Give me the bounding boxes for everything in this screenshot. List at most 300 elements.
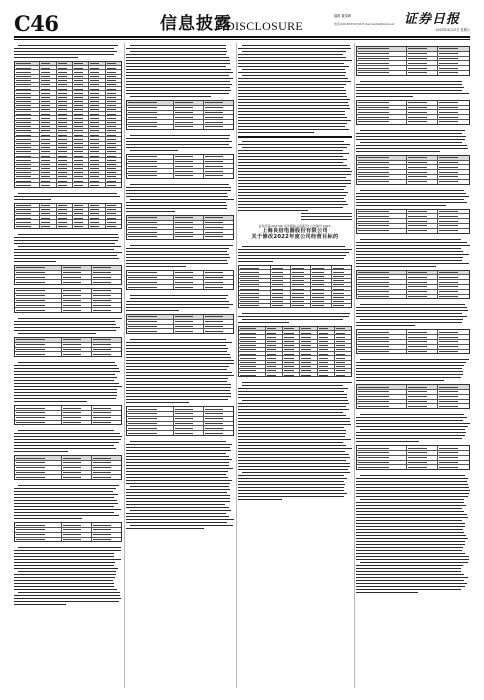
table-cell [332,300,351,303]
table-cell [89,225,105,228]
table-cell [15,100,40,103]
table-cell [57,146,73,149]
table-cell [127,417,174,421]
table-cell [204,106,233,110]
table-cell [318,361,335,364]
table-cell [106,104,121,107]
table-cell [57,179,73,182]
section-title: 信息披露 [160,14,232,34]
table-cell [357,451,407,455]
table-cell [106,220,121,223]
table-cell [15,104,40,107]
table-cell [62,406,92,410]
table-cell [266,356,283,359]
table-cell [92,266,121,270]
table-cell [438,404,469,408]
table-cell [438,175,469,179]
table-cell [357,390,407,394]
table-cell [89,79,105,82]
table-cell [106,216,121,219]
table-row [15,475,121,479]
table-cell [15,289,62,293]
table-cell [266,369,283,372]
table-cell [332,270,351,273]
table-cell [438,170,469,174]
table-cell [271,266,291,269]
table-cell [438,456,469,460]
table-cell [204,101,233,105]
data-table [14,455,122,480]
table-cell [239,335,266,338]
table-cell [407,446,439,450]
table-cell [106,133,121,136]
table-cell [57,175,73,178]
table-cell [92,289,121,293]
table-cell [291,270,311,273]
table-cell [127,125,174,129]
table-cell [438,224,469,228]
table-cell [239,331,266,334]
table-cell [57,125,73,128]
table-row [127,285,233,289]
table-cell [407,52,439,56]
table-cell [407,156,439,160]
table-cell [127,276,174,280]
table-cell [62,338,92,342]
table-cell [106,116,121,119]
table-cell [89,91,105,94]
table-cell [204,412,233,416]
notice-title: 上海良信电器股份有限公司 [262,227,328,234]
table-cell [127,120,174,124]
table-cell [89,112,105,115]
table-cell [15,91,40,94]
table-cell [204,221,233,225]
table-cell [92,456,121,460]
table-cell [174,230,204,234]
table-cell [57,121,73,124]
table-cell [89,66,105,69]
table-cell [40,158,56,161]
text-block [126,43,234,97]
table-cell [438,280,469,284]
table-cell [15,343,62,347]
table-cell [73,62,89,65]
table-row [357,465,469,469]
table-cell [300,327,317,330]
table-cell [204,320,233,324]
table-cell [15,167,40,170]
table-cell [438,290,469,294]
table-cell [15,533,62,537]
table-cell [15,308,62,312]
table-cell [283,369,300,372]
table-cell [106,87,121,90]
table-cell [332,291,351,294]
table-cell [92,528,121,532]
table-cell [239,304,271,307]
table-cell [57,100,73,103]
table-cell [15,275,62,279]
data-table [356,46,470,76]
table-cell [174,315,204,319]
table-cell [239,340,266,343]
table-cell [57,96,73,99]
table-cell [438,446,469,450]
table-cell [174,160,204,164]
table-cell [89,96,105,99]
table-cell [127,225,174,229]
table-cell [357,101,407,105]
table-cell [89,87,105,90]
table-cell [335,340,351,343]
table-cell [57,70,73,73]
table-cell [300,335,317,338]
table-cell [40,225,56,228]
table-cell [40,129,56,132]
table-cell [106,108,121,111]
data-table [14,337,122,357]
table-cell [407,219,439,223]
table-cell [239,352,266,355]
table-cell [438,330,469,334]
table-cell [357,400,407,404]
table-row [357,120,469,124]
table-cell [57,163,73,166]
table-cell [15,216,40,219]
data-table [14,203,122,229]
column-rule [236,43,237,688]
table-cell [283,373,300,376]
table-cell [15,406,62,410]
table-cell [57,150,73,153]
table-cell [73,70,89,73]
page-number: C46 [14,11,59,36]
table-cell [15,158,40,161]
table-cell [357,275,407,279]
table-cell [357,165,407,169]
table-cell [40,116,56,119]
table-cell [438,115,469,119]
table-cell [106,175,121,178]
table-row [127,329,233,333]
table-cell [357,224,407,228]
table-cell [73,96,89,99]
table-cell [127,160,174,164]
table-cell [89,150,105,153]
table-row [15,352,121,356]
table-cell [239,344,266,347]
table-cell [106,83,121,86]
table-cell [89,154,105,157]
table-cell [73,212,89,215]
table-cell [40,125,56,128]
text-block [14,232,122,262]
table-cell [40,104,56,107]
table-cell [357,229,407,233]
table-cell [357,66,407,70]
table-cell [106,204,121,207]
table-cell [311,275,331,278]
table-cell [15,137,40,140]
data-table [14,288,122,313]
table-cell [174,276,204,280]
table-cell [357,175,407,179]
table-cell [291,300,311,303]
table-cell [127,164,174,168]
table-cell [311,304,331,307]
table-cell [283,365,300,368]
table-cell [15,208,40,211]
table-cell [89,108,105,111]
table-cell [89,129,105,132]
table-cell [127,315,174,319]
table-cell [73,104,89,107]
table-cell [40,83,56,86]
table-cell [266,373,283,376]
table-cell [106,150,121,153]
table-cell [407,71,439,75]
table-cell [57,208,73,211]
table-cell [335,365,351,368]
table-cell [407,350,439,354]
table-cell [92,338,121,342]
table-cell [438,219,469,223]
table-cell [300,373,317,376]
table-row [15,308,121,312]
table-cell [62,466,92,470]
table-cell [357,115,407,119]
table-cell [92,294,121,298]
table-cell [40,108,56,111]
table-cell [357,170,407,174]
table-cell [174,174,204,178]
table-cell [204,325,233,329]
table-cell [204,115,233,119]
table-cell [127,431,174,435]
table-cell [438,390,469,394]
table-cell [57,133,73,136]
table-cell [239,275,271,278]
table-cell [407,295,439,299]
table-cell [57,171,73,174]
table-cell [15,294,62,298]
table-cell [73,79,89,82]
table-cell [438,110,469,114]
table-cell [357,404,407,408]
table-cell [407,224,439,228]
data-table [126,406,234,436]
table-cell [106,96,121,99]
table-cell [271,275,291,278]
table-cell [311,283,331,286]
table-cell [335,331,351,334]
table-cell [283,340,300,343]
table-cell [174,320,204,324]
table-cell [407,229,439,233]
table-cell [271,287,291,290]
table-cell [271,304,291,307]
table-cell [271,283,291,286]
table-cell [239,300,271,303]
table-cell [174,101,204,105]
table-cell [438,340,469,344]
table-cell [357,456,407,460]
table-cell [106,183,121,186]
masthead [14,12,470,36]
table-cell [438,345,469,349]
table-cell [15,175,40,178]
table-cell [438,156,469,160]
table-cell [73,204,89,207]
table-cell [127,407,174,411]
table-cell [92,471,121,475]
table-cell [357,461,407,465]
text-block [14,360,122,402]
table-cell [204,235,233,239]
table-cell [73,112,89,115]
table-cell [73,75,89,78]
table-cell [40,121,56,124]
table-cell [89,146,105,149]
table-cell [407,451,439,455]
table-cell [174,431,204,435]
table-cell [357,290,407,294]
table-cell [174,329,204,333]
text-block [126,293,234,311]
table-cell [300,344,317,347]
table-cell [40,91,56,94]
table-cell [62,275,92,279]
table-cell [357,385,407,389]
table-cell [89,171,105,174]
table-cell [239,373,266,376]
column-rule [124,43,125,688]
table-cell [438,71,469,75]
table-cell [407,47,439,51]
table-cell [15,179,40,182]
column-2 [126,43,234,688]
table-cell [204,230,233,234]
table-cell [127,174,174,178]
table-cell [106,212,121,215]
table-cell [438,285,469,289]
table-cell [357,280,407,284]
table-cell [204,426,233,430]
table-cell [335,373,351,376]
table-cell [311,266,331,269]
table-cell [283,352,300,355]
table-cell [15,338,62,342]
table-cell [357,61,407,65]
table-cell [62,280,92,284]
table-cell [62,475,92,479]
table-cell [73,220,89,223]
table-cell [204,271,233,275]
table-cell [300,331,317,334]
table-cell [106,121,121,124]
table-cell [438,465,469,469]
table-cell [271,296,291,299]
table-cell [106,146,121,149]
table-cell [92,308,121,312]
table-cell [89,137,105,140]
data-table [356,445,470,470]
table-cell [57,104,73,107]
table-cell [407,271,439,275]
text-block [126,243,234,267]
table-cell [57,158,73,161]
table-cell [407,330,439,334]
table-cell [357,446,407,450]
table-cell [407,456,439,460]
table-cell [62,533,92,537]
table-cell [62,421,92,425]
table-cell [239,287,271,290]
table-row [357,404,469,408]
table-cell [239,356,266,359]
table-cell [204,174,233,178]
table-cell [438,47,469,51]
table-cell [89,208,105,211]
table-cell [57,62,73,65]
table-cell [407,214,439,218]
data-table [14,522,122,542]
text-block [14,483,122,519]
text-block [356,412,470,442]
table-cell [57,204,73,207]
table-cell [174,325,204,329]
table-cell [73,100,89,103]
table-cell [204,422,233,426]
table-cell [357,161,407,165]
table-cell [291,275,311,278]
table-cell [15,348,62,352]
table-cell [57,167,73,170]
table-cell [438,395,469,399]
table-cell [92,348,121,352]
table-cell [357,106,407,110]
table-cell [127,169,174,173]
table-cell [204,329,233,333]
table-cell [407,390,439,394]
table-cell [291,266,311,269]
table-cell [73,142,89,145]
table-cell [62,294,92,298]
text-block [14,428,122,452]
table-cell [407,461,439,465]
table-cell [15,112,40,115]
table-cell [40,183,56,186]
table-cell [62,271,92,275]
data-table [356,329,470,354]
table-cell [332,296,351,299]
table-cell [174,155,204,159]
table-cell [438,350,469,354]
table-cell [357,52,407,56]
table-cell [300,348,317,351]
table-cell [15,171,40,174]
table-cell [311,296,331,299]
table-cell [407,180,439,184]
table-cell [40,137,56,140]
table-cell [40,163,56,166]
table-cell [283,348,300,351]
table-cell [40,70,56,73]
table-cell [127,216,174,220]
table-cell [283,331,300,334]
table-cell [407,106,439,110]
